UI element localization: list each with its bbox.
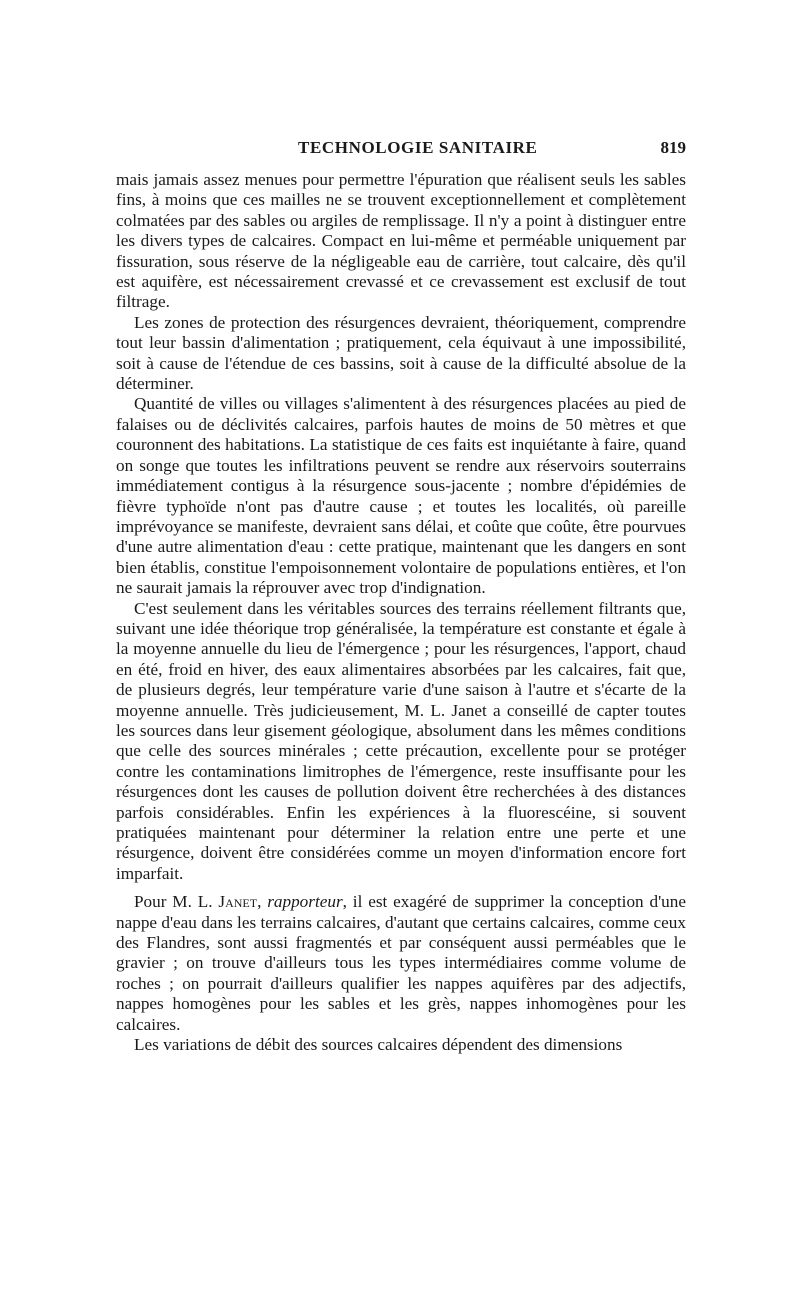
paragraph-lead: Pour M. L. xyxy=(134,892,219,912)
author-name: Janet xyxy=(218,892,258,912)
page-number: 819 xyxy=(660,138,686,157)
paragraph-continuation: mais jamais assez menues pour permettre l'épuration que réalisent seuls les sables fins, à moins que ces mailles ne se trouvent exceptionnellement et complètement colmatées par des sables ou argiles de remplissage. Il n'y a point à distinguer entre les divers types de calcaires. Compact en lui-même et perméable uniquement par fissuration, sous réserve de la négligeable eau de carrière, tout calcaire, dès qu'il est aquifère, est nécessairement crevassé et ce crevassement est exclusif de tout filtrage. xyxy=(116,170,686,312)
paragraph-rest: , il est exagéré de supprimer la conception d'une nappe d'eau dans les terrains calcaires, d'autant que certains calcaires, comme ceux des Flandres, sont aussi fragmentés et par conséquent aussi perméables que le gravier ; on trouve d'ailleurs tous les types intermédiaires comme volume de roches ; on pourrait d'ailleurs qualifier les nappes aquifères par des adjectifs, nappes homogènes pour les sables et les grès, nappes inhomogènes pour les calcaires. xyxy=(116,892,686,1034)
paragraph-villages-resurgences: Quantité de villes ou villages s'alimentent à des résurgences placées au pied de falaises ou de déclivités calcaires, parfois hautes de moins de 50 mètres et que couronnent des habitations. La statistique de ces faits est inquiétante à faire, quand on songe que toutes les infiltrations peuvent se rendre aux réservoirs souterrains immédiatement contigus à la résurgence sous-jacente ; nombre d'épidémies de fièvre typhoïde n'ont pas d'autre cause ; et toutes les localités, où pareille imprévoyance se manifeste, devraient sans délai, et coûte que coûte, être pourvues d'une autre alimentation d'eau : cette pratique, maintenant que les dangers en sont bien établis, constitue l'empoisonnement volontaire de populations entières, et l'on ne saurait jamais la réprouver avec trop d'indignation. xyxy=(116,394,686,598)
paragraph-protection-zones: Les zones de protection des résurgences devraient, théoriquement, comprendre tout leur bassin d'alimentation ; pratiquement, cela équivaut à une impossibilité, soit à cause de l'étendue de ces bassins, soit à cause de la difficulté absolue de la déterminer. xyxy=(116,312,686,394)
page-header xyxy=(116,138,686,162)
paragraph-debit-variations: Les variations de débit des sources calcaires dépendent des dimensions xyxy=(134,1035,623,1055)
paragraph-temperature-sources: C'est seulement dans les véritables sources des terrains réellement filtrants que, suivant une idée théorique trop généralisée, la température est constante et égale à la moyenne annuelle du lieu de l'émergence ; pour les résurgences, l'apport, chaud en été, froid en hiver, des eaux alimentaires absorbées par les calcaires, fait que, de plusieurs degrés, leur température varie d'une saison à l'autre et s'écarte de la moyenne annuelle. Très judicieusement, M. L. Janet a conseillé de capter toutes les sources dans leur gisement géologique, absolument dans les mêmes conditions que celle des sources minérales ; cette précaution, excellente pour se protéger contre les contaminations limitrophes de l'émergence, reste insuffisante pour les résurgences dont les causes de pollution doivent être recherchées à des distances parfois considérables. Enfin les expériences à la fluorescéine, si souvent pratiquées maintenant pour déterminer la relation entre une perte et une résurgence, doivent être considérées comme un moyen d'information encore fort imparfait. xyxy=(116,598,686,883)
name-comma: , xyxy=(257,892,268,912)
body-text xyxy=(116,170,686,1055)
author-role: rapporteur xyxy=(267,892,343,912)
running-title: TECHNOLOGIE SANITAIRE xyxy=(298,138,538,157)
paragraph-janet-rapporteur xyxy=(116,892,686,1035)
